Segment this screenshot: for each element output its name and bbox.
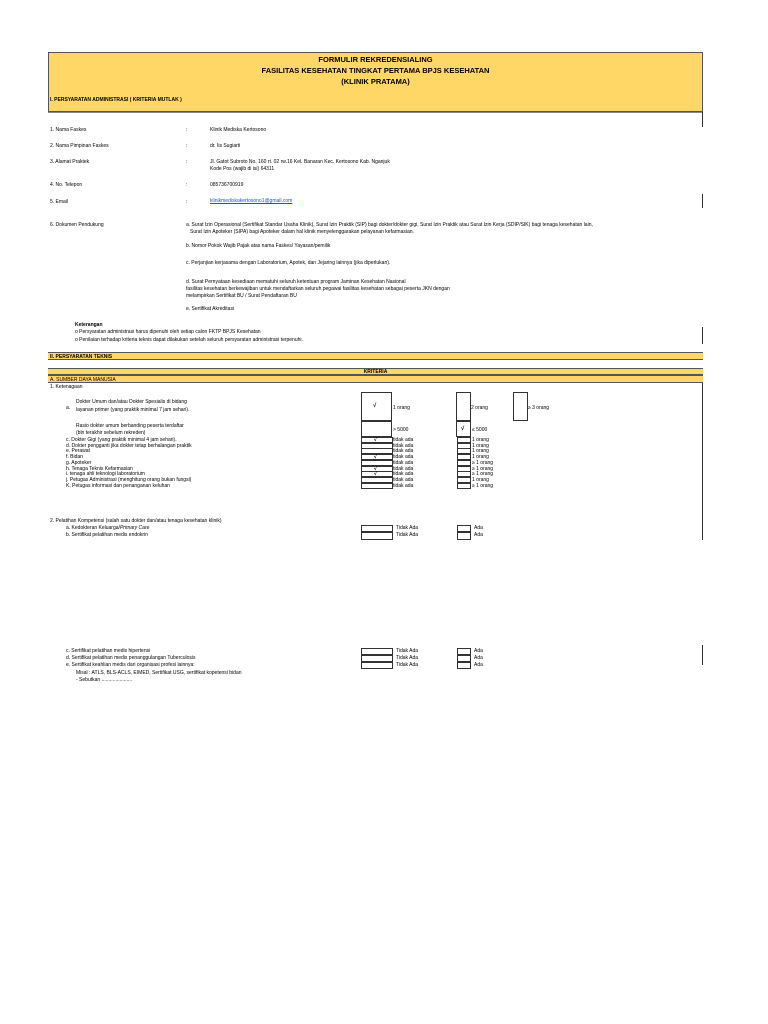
staff-ada: ≥ 1 orang <box>472 482 494 489</box>
pelatihan-b: b. Sertifikat pelatihan medis endokrin <box>66 532 148 538</box>
docs-label: 6. Dokumen Pendukung <box>50 222 104 228</box>
staff-tidak-ada: tidak ada <box>393 476 414 483</box>
field-sep: : <box>186 199 188 205</box>
staff-ada: ≥ 1 orang <box>472 459 494 466</box>
checkbox-pelatihan-ada[interactable] <box>457 648 471 655</box>
pelatihan-a <box>66 525 149 531</box>
doc-d-line2: fasilitas kesehatan berkewajiban untuk mendaftarkan seluruh pegawai fasilitas kesehatan sebagai peserta JKN dengan <box>186 286 450 292</box>
option-2-orang: 2 orang <box>471 405 488 411</box>
checkbox-pelatihan-a-tidak[interactable] <box>361 525 393 532</box>
checkbox-pelatihan-b-tidak[interactable] <box>361 532 393 540</box>
row-a-line2: layanan primer (yang praktik minimal 7 jam sehari). <box>76 407 190 413</box>
right-border <box>702 194 703 208</box>
pelatihan-label: d. Sertifikat pelatihan medis penanggulangan Tuberculosis <box>66 655 196 661</box>
divider <box>48 112 703 113</box>
field-sep: : <box>186 159 188 165</box>
staff-tidak-ada: tidak ada <box>393 471 414 478</box>
pelatihan-misal: Misal : ATLS, BLS-ACLS, EIMED, Sertifikat USG, sertifikat kopetensi bidan <box>76 670 242 676</box>
keterangan-title: Keterangan <box>75 322 103 328</box>
doc-c: c. Perjanjian kerjasama dengan Laboratorium, Apotek, dan Jejaring lainnya (jika diperlukan). <box>186 260 391 266</box>
staff-label: h. Tenaga Teknis Kefarmasian <box>66 465 133 472</box>
checkbox-rasio-less[interactable] <box>456 421 471 437</box>
pelatihan-a-ada: Ada <box>474 525 483 531</box>
option-rasio-more: > 5000 <box>393 427 409 433</box>
keterangan-item: o Persyaratan administrasi harus dipenuhi oleh setiap calon FKTP BPJS Kesehatan <box>75 329 261 335</box>
form-subtitle: FASILITAS KESEHATAN TINGKAT PERTAMA BPJS KESEHATAN <box>261 66 490 75</box>
pelatihan-ada: Ada <box>474 655 483 661</box>
ketenagaan-title: 1. Ketenagaan <box>50 384 83 390</box>
field-value-nama-faskes: Klinik Mediska Kertosono <box>210 127 267 133</box>
right-border <box>702 327 703 344</box>
staff-tidak-ada: tidak ada <box>393 437 414 443</box>
right-border <box>702 112 703 127</box>
field-label-telepon: 4. No. Telepon <box>50 182 83 188</box>
field-sep: : <box>186 127 188 133</box>
staff-tidak-ada: tidak ada <box>393 442 414 449</box>
staff-ada: 1 orang <box>472 454 489 461</box>
field-value-telepon: 085736700919 <box>210 182 244 188</box>
pelatihan-tidak-ada: Tidak Ada <box>396 648 419 654</box>
staff-tidak-ada: tidak ada <box>393 465 414 472</box>
staff-tidak-ada: tidak ada <box>393 454 414 461</box>
field-sep: : <box>186 182 188 188</box>
checkbox-staff-tidak[interactable] <box>361 483 393 489</box>
section2-title: II. PERSYARATAN TEKNIS <box>50 354 113 360</box>
row-a-line1: Dokter Umum dan/atau Dokter Spesialis di bidang <box>76 399 187 405</box>
staff-ada: 1 orang <box>472 448 489 455</box>
field-label-alamat: 3. Alamat Praktek <box>50 159 90 165</box>
check-mark: √ <box>373 403 377 409</box>
pelatihan-label: e. Sertifikat keahlian medis dari organisasi profesi lainnya: <box>66 662 195 668</box>
sdm-title: A. SUMBER DAYA MANUSIA <box>50 377 116 383</box>
kriteria-band <box>48 368 703 375</box>
doc-d-line3: melampirkan Sertifikat BU / Surat Pendaftaran BU <box>186 293 297 299</box>
option-1-orang: 1 orang <box>393 405 410 411</box>
staff-tidak-ada: tidak ada <box>393 459 414 466</box>
checkbox-3-orang[interactable] <box>513 392 528 421</box>
field-label-nama-faskes: 1. Nama Faskes <box>50 127 87 133</box>
pelatihan-tidak-ada: Tidak Ada <box>396 662 419 668</box>
doc-a-line2: Surat Izin Apoteker (SIPA) bagi Apoteker dalam hal klinik menyelenggarakan pelayanan kefarmasian. <box>190 229 414 235</box>
checkbox-pelatihan-ada[interactable] <box>457 662 471 669</box>
section1-title: I. PERSYARATAN ADMINISTRASI ( KRITERIA MUTLAK ) <box>50 97 182 103</box>
row-a-letter: a. <box>66 405 71 411</box>
staff-ada: ≥ 1 orang <box>472 471 494 478</box>
staff-label: d. Dokter pengganti jika dokter tetap berhalangan praktik <box>66 442 192 449</box>
staff-label: j. Petugas Administrasi (menghitung orang bukan fungsi) <box>66 476 192 483</box>
pelatihan-ada: Ada <box>474 662 483 668</box>
checkbox-1-orang[interactable] <box>361 392 392 421</box>
row-b-line2: (bln terakhir sebelum rekreden) <box>76 430 146 436</box>
right-border <box>702 645 703 665</box>
field-value-pimpinan: dr. Iis Sugiarti <box>210 143 241 149</box>
staff-ada: 1 orang <box>472 442 489 449</box>
pelatihan-tidak-ada: Tidak Ada <box>396 655 419 661</box>
keterangan-item: o Penilaian terhadap kriteria teknis dapat dilakukan setelah seluruh persyaratan administrasi terpenuhi. <box>75 337 303 343</box>
doc-b: b. Nomor Pokok Wajib Pajak atas nama Faskes/ Yayasan/pemilik <box>186 243 331 249</box>
staff-label: i. tenaga ahli teknologi laboratorium <box>66 471 145 478</box>
check-mark: √ <box>461 426 465 432</box>
pelatihan-a-tidak: Tidak Ada <box>396 525 419 531</box>
check-mark: √ <box>374 465 377 472</box>
staff-ada: 1 orang <box>472 437 489 443</box>
staff-tidak-ada: tidak ada <box>393 482 414 489</box>
field-label-pimpinan: 2. Nama Pimpinan Faskes <box>50 143 109 149</box>
pelatihan-a-italic: Primary Care <box>119 525 150 531</box>
doc-d-line1: d. Surat Pernyataan kesediaan mematuhi seluruh ketentuan program Jaminan Kesehatan Nasional <box>186 279 406 285</box>
staff-ada: ≥ 1 orang <box>472 465 494 472</box>
checkbox-pelatihan-tidak[interactable] <box>361 655 393 662</box>
checkbox-pelatihan-tidak[interactable] <box>361 648 393 655</box>
pelatihan-b-ada: Ada <box>474 532 483 538</box>
right-border <box>702 383 703 540</box>
pelatihan-label: c. Sertifikat pelatihan medis hipertensi <box>66 648 151 654</box>
option-3-orang: ≥ 3 orang <box>528 405 550 411</box>
check-mark: √ <box>374 454 377 461</box>
kriteria-label: KRITERIA <box>363 369 388 375</box>
staff-ada: 1 orang <box>472 476 489 483</box>
checkbox-2-orang[interactable] <box>456 392 471 421</box>
field-sep: : <box>186 143 188 149</box>
section2-band <box>48 352 703 360</box>
pelatihan-a-label: a. Kedokteran Keluarga/ <box>66 525 120 531</box>
checkbox-pelatihan-b-ada[interactable] <box>457 532 471 540</box>
checkbox-pelatihan-a-ada[interactable] <box>457 525 471 532</box>
sdm-band <box>48 375 703 383</box>
doc-a-line1: a. Surat Izin Operasional (Sertifikat Standar Usaha Klinik), Surat Izin Praktik (SIP) bagi dokter/dokter gigi, Surat Izin Praktik atau Surat Izin Kerja (SDIP/SIK) bagi tenaga kesehatan lain, <box>186 222 593 228</box>
staff-tidak-ada: tidak ada <box>393 448 414 455</box>
option-rasio-less: ≤ 5000 <box>472 427 488 433</box>
pelatihan-sebutkan: - Sebutkan ...................... <box>76 677 133 683</box>
field-value-alamat: Jl. Gatot Subroto No. 160 rt. 02 rw.16 Kel. Banaran Kec. Kertosono Kab. Nganjuk <box>210 159 390 165</box>
staff-label: f. Bidan <box>66 454 83 461</box>
form-subtitle-klinik: (KLINIK PRATAMA) <box>341 77 410 86</box>
staff-label: K. Petugas informasi dan penanganan keluhan <box>66 482 170 489</box>
checkbox-pelatihan-ada[interactable] <box>457 655 471 662</box>
field-label-email: 5. Email <box>50 199 69 205</box>
checkbox-staff-ada[interactable] <box>457 483 471 489</box>
pelatihan-ada: Ada <box>474 648 483 654</box>
pelatihan-b-tidak: Tidak Ada <box>396 532 419 538</box>
checkbox-rasio-more[interactable] <box>361 421 392 437</box>
staff-label: g. Apoteker <box>66 459 92 466</box>
pelatihan-title: 2. Pelatihan Kompetensi (salah satu dokter dan/atau tenaga kesehatan klinik) <box>50 518 222 524</box>
check-mark: √ <box>374 471 377 478</box>
row-b-line1: Rasio dokter umum berbanding peserta terdaftar <box>76 423 184 429</box>
staff-label: e. Perawat <box>66 448 90 455</box>
field-value-kodepos: Kode Pos (wajib di isi) 64311 <box>210 166 275 172</box>
staff-label: c. Dokter Gigi (yang praktik minimal 4 jam sehari). <box>66 437 177 443</box>
checkbox-pelatihan-tidak[interactable] <box>361 662 393 669</box>
doc-e: e. Sertifikat Akreditasi <box>186 306 235 312</box>
form-title: FORMULIR REKREDENSIALING <box>318 55 433 64</box>
check-mark: √ <box>374 437 377 443</box>
email-link[interactable]: klinikmediskakertosono1@gmail.com <box>210 198 293 204</box>
